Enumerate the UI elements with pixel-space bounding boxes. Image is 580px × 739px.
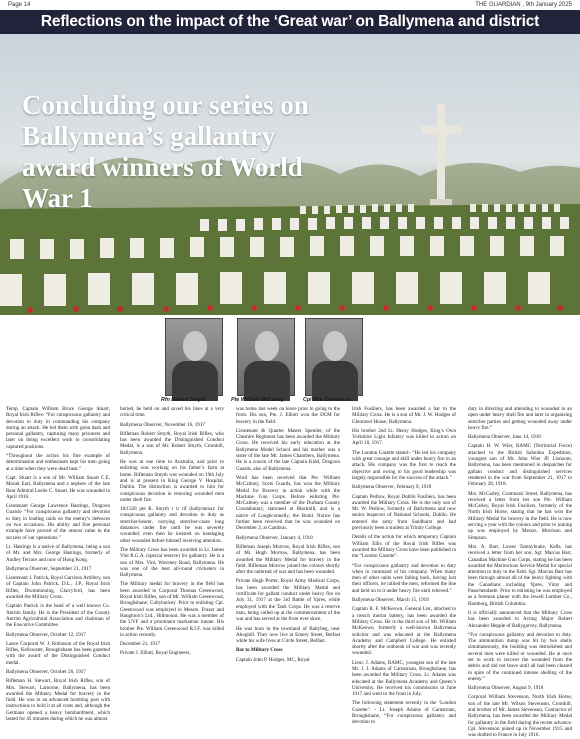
paragraph: “For conspicuous gallantry and devotion to duty when in command of his company. When many men of other units were falling back, having lost their officers, he rallied the men, reformed the line and held on to it under heavy fire until relieved.” xyxy=(352,562,456,594)
paragraph: Ballymena Observer, September 21, 1917 xyxy=(6,565,92,572)
page-header xyxy=(0,0,580,10)
paragraph: Private J. Elliott, Royal Engineers, xyxy=(120,650,191,657)
paragraph: 18/1328 pte R. Smyth r ir rif (ballymena): for conspicuous gallantry and devotion to duty as stretcher-bearer, carrying stretcher-cases long distances under fire until he was severely wounded; even then he insisted on bandaging other wounded before himself receiving attention. xyxy=(120,506,224,544)
paragraph: Details of the action for which temporary Captain William Ellis of the Royal Irish Rifles was awarded the Military Cross have been published in the “London Gazette”. xyxy=(352,534,456,560)
paragraph: Captain Pedlow, Royal Dublin Fusiliers, has been awarded the Military Cross. He is the only son of Mr. W. Pedlow, formerly of Ballymena and now senior inspector of National Schools, Dublin. He entered the army from Sandhurst and had previously been a student at Trinity College. xyxy=(352,493,456,532)
paragraph: Captain R. F. McKeown, General List, attached to a trench mortar battery, has been awarded the Military Cross. He is the third son of Mr. William McKeown, formerly a well-known Ballymena solicitor and was educated at the Ballymena Academy and Campbell College. He enlisted shortly after the outbreak of war and was recently wounded. xyxy=(352,606,456,657)
paragraph: Ballymena Observer, October 26, 1917 xyxy=(6,668,86,675)
portrait-william-mccarley xyxy=(237,318,295,396)
paragraph: Irish Fusiliers, has been awarded a bar to the Military Cross. He is a son of Mr. J. W. Hodges of Glenravel House, Ballymena. xyxy=(352,406,456,425)
paragraph: Lance Corporal W. J. Robinson of the Royal Irish Rifles, Kellswater, Broughshane has been gazetted with the award of the Distinguished Conduct medal. xyxy=(6,640,110,666)
publication-date: THE GUARDIAN , 9th January 2025 xyxy=(475,2,572,8)
paragraph: He was at one time in Australia, and prior to enlisting was working on his father’s farm at home. Rifleman Smyth was wounded on 19th July and is at present in King George V Hospital, Dublin. The distinction is awarded to him for conspicuous devotion in restoring wounded men under shell fire. xyxy=(120,459,224,503)
section-banner xyxy=(0,10,580,34)
article-column-2 xyxy=(120,406,224,732)
paragraph: Temp. Captain William Bruce George Stuart, Royal Irish Rifles- “For conspicuous gallantry and devotion to duty in commanding his company during an attack. He led them with great dash and personal gallantry, capturing many prisoners and later on doing excellent work in consolidating captured positions. xyxy=(6,406,110,450)
paragraph: Ballymena Observer, March 15, 1918 xyxy=(352,597,429,604)
cemetery-photo xyxy=(0,34,580,315)
paragraph: duty in directing and attending to wounded in an open under heavy shell fire and later in organising stretcher parties and getting wounded away under heavy fire.” xyxy=(468,406,572,431)
page-number: Page 14 xyxy=(8,2,31,8)
paragraph: Lieutenant George Lawrence Hastings, Dragoon Guards- “For conspicuous gallantry and devotion to duty in leading raids on the enemy’s defences on two occasions. His ability and fine personal example have proved of the utmost value in the success of our operations.” xyxy=(6,503,110,541)
paragraph: Corporal William Stevenson, North Irish Horse, son of the late Mr. Wilson Stevenson, Cromhill, and brother of Mr. James Stevenson, Contractor of Ballymena, has been awarded the Military Medal for gallantry in the field during the recent advance. Cpl. Stevenson joined up in November 1915 and was drafted to France in July 1916. xyxy=(468,694,572,739)
paragraph: He was born in the townland of Ballybeg, near Ahoghill. They now live at Emery Street, Belfast while his wife lives at Circle Street, Belfast. xyxy=(236,625,340,645)
paragraph: Lieutenant J. Patrick, Royal Garrison Artillery, son of Captain John Patrick, D.L., J.P., Royal Irish Rifles, Drumminning, Glarryford, has been awarded the Military Cross. xyxy=(6,575,110,601)
paragraph: The Military medal for bravery in the field has been awarded to Corporal Thomas Greenwood, Royal Irish Rifles, son of Mr. William Greenwood, Broughshane, Cullybackey. Prior to enlisting Cpl. Greenwood was employed in Messrs. Frazer and Haughton’s Ltd., Hillmount. He was a member of the UVF and a prominent marksman runner. His brother Pte. William Greenwood R.I.F. was killed in action recently. xyxy=(120,581,224,638)
paragraph: Lieutenant & Quarter Master Spender, of the Cheshire Regiment has been awarded the Military Cross. He received his early education at the Ballymena Model School and his mother was a sister of the late Mr. James Chambers, Ballymena. He is a cousin of the late Captain Kidd, Dragoon Guards, also of Ballymena. xyxy=(236,427,340,472)
paragraph: Ballymena Observer, February 8, 1918 xyxy=(352,484,432,491)
paragraph: Bar to Military Cross xyxy=(236,647,283,654)
portrait-strip xyxy=(5,318,575,406)
paragraph: Ballymena Observer, August 9, 1918 xyxy=(468,685,544,692)
paragraph: Lieut. J. Adams, RAMC, youngest son of the late Mr. J. J. Adams of Carnstroan, Broughshane, has been awarded the Military Cross. Lt. Adams was educated at the Ballymena Academy and Queen’s University. He received his commission in June 1917 and went to the front in July. xyxy=(352,659,456,698)
paragraph: Captain John P. Hodges, MC, Royal xyxy=(236,656,310,663)
paragraph: Capt. Stuart is a son of Mr. William Stuart C.E. Mount Earl, Ballymena and a nephew of the late Rear Admiral Leslie C. Stuart. He was wounded in April 1916. xyxy=(6,474,110,500)
article-column-5 xyxy=(468,406,572,739)
paragraph: Mrs. McCarley, Cromnarsi Street, Ballymena, has received a letter from her son Pte. William McCarley, Royal Irish Fusiliers, formerly of the North Irish Horse, stating that he has won the Military Medal for bravery in the field. He is now serving a year with the colours and prior to joining up was employed by Messrs. Morrison and Simpson. xyxy=(468,490,572,541)
paragraph: Ballymena Observer, June 14, 1918 xyxy=(468,434,541,441)
paragraph: Ballymena Observer, January 4, 1918 xyxy=(236,534,313,541)
paragraph: Ballymena Observer, November 16, 1917 xyxy=(120,421,205,428)
paragraph: December 21, 1917 xyxy=(120,641,161,648)
caption-wm-stevenson: Cpl Wm Stevenson xyxy=(303,397,351,403)
paragraph: “For conspicuous gallantry and devotion to duty. The ammunition dump was hit by two shells simultaneously, the building was demolished and several men were killed or wounded. He at once set to work to recover the wounded from the debris and did not leave until all had been cleared in spite of the continued intense shelling of the enemy.” xyxy=(468,631,572,682)
paragraph: His brother 2nd Lt. Henry Hodges, King’s Own Yorkshire Light Infantry was killed in action on April 18, 1917. xyxy=(352,427,456,447)
caption-william-mccarley: Pte William McCarley xyxy=(231,397,285,403)
paragraph: The following statement recently in the ‘London Gazette’: - Lt. Joseph Adams of Carnstroan, Broughshane, “For conspicuous gallantry and devotion to xyxy=(352,700,456,726)
paragraph: Mrs. A. Barr, Lower Tamnybrake, Kells, has received a letter from her son, Sgt. Marcus Barr, Canadian Machine Gun Corps, stating he has been awarded the Meritorious Service Medal for special attention to duty in the field. Sgt. Marcus Barr has been through almost all of the heavy fighting with the Canadians including Ypres, Vimy and Passchendaele. Prior to enlisting he was employed as a foreman planer with the Jewell Lumber Co., Hamburg, British Columbia. xyxy=(468,543,572,607)
paragraph: It is officially announced that the Military Cross has been awarded to Acting Major Robert Alexander Hepple of Ballygarvey, Ballymena. xyxy=(468,609,572,629)
paragraph: Captain H. W. Wier, RAMC (Territorial Force) attached to the British Salonika Expedition, youngest son of Mr. John Wier JP, Lisnoom, Ballymena, has been mentioned in despatches for gallant conduct and distinguished services rendered in the war from September 21, 1917 to February 28, 1918. xyxy=(468,443,572,488)
paragraph: was home last week on leave prior to going to the front. His son, Pte. J. Elliott won the DCM for bravery in the field. xyxy=(236,406,340,425)
paragraph: Rifleman Joseph Morrow, Royal Irish Rifles, son of Mr. Hugh Morrow, Ballymena, has been awarded the Military Medal for bravery in the field. Rifleman Morrow joined the colours shortly after the outbreak of war and has been wounded. xyxy=(236,543,340,576)
paragraph: “Throughout the action his fine example of determination and enthusiasm kept his men going at a time when they were dead beat.” xyxy=(6,453,110,472)
article-column-4 xyxy=(352,406,456,732)
paragraph: Rifleman Robert Smyth, Royal Irish Rifles, who has been awarded the Distinguished Conduct Medal, is a son of Mr. Robert Smyth, Cromhill, Ballymena. xyxy=(120,430,224,456)
paragraph: Captain Patrick is the head of a well known Co. Antrim family. He is the President of the County Antrim Agricultural Association and chairman of the Executive Committee. xyxy=(6,603,110,629)
portrait-robert-smyth xyxy=(165,318,223,396)
paragraph: Ballymena Observer, October 12, 1917 xyxy=(6,631,86,638)
article-column-3 xyxy=(236,406,340,732)
paragraph: Lt. Hastings is a native of Ballymena, being a son of Mr. and Mrs. George Hastings, formerly of Audley Terrace and now of Hong Kong. xyxy=(6,543,110,563)
paragraph: The London Gazette stated:- “He led his company with great courage and skill under heavy fire in an attack. His company was the first to reach the objective and owing to his good leadership was largely responsible for the success of the attack.” xyxy=(352,449,456,481)
paragraph: Rifleman H. Stewart, Royal Irish Rifles, son of Mrs. Stewart, Larnorne, Ballymena, has been awarded the Military Medal for bravery in the field. He was in an advanced bombing post with instructions to hold it at all costs and, although the Germans opened a heavy bombardment, which lasted for 45 minutes during which he was almost xyxy=(6,678,110,723)
paragraph: Word has been received that Pte. William McCalmey, Scots Guards, has won the Military Medal for Bravery in action while with the Machine Gun Corps. Before enlisting Pte. McCalmey was a member of the Durham County Constabulary, stationed at Blackhill, and is a native of Loughconnelly, the Braid. Notice has further been received that he was wounded on December 2, at Cambrai. xyxy=(236,474,340,532)
portrait-wm-stevenson xyxy=(305,318,363,396)
paragraph: Private Hugh Porter, Royal Army Medical Corps, has been awarded the Military Medal and certificate for gallant conduct under heavy fire on July 31, 1917 at the 3rd Battle of Ypres, while employed with the Tank Corps. He was a reserve man, being called up at the commencement of the war and has served at the front ever since. xyxy=(236,578,340,623)
caption-robert-smyth: Rfn Robert Smyth xyxy=(161,397,207,403)
banner-title: Reflections on the impact of the ‘Great war’ on Ballymena and district xyxy=(40,13,540,30)
headline: Concluding our series on Ballymena’s gallantry award winners of World War 1 xyxy=(22,90,309,213)
article-column-1 xyxy=(6,406,110,732)
paragraph: buried, he held on and saved his lines at a very critical time. xyxy=(120,406,224,419)
paragraph: The Military Cross has been awarded to Lt. James Vint R.G.A. (special reserve) for gallantry. He is a son of Mrs. Vint, Waveney Road, Ballymena. He was one of the best all-round cricketers in Ballymena. xyxy=(120,546,224,579)
